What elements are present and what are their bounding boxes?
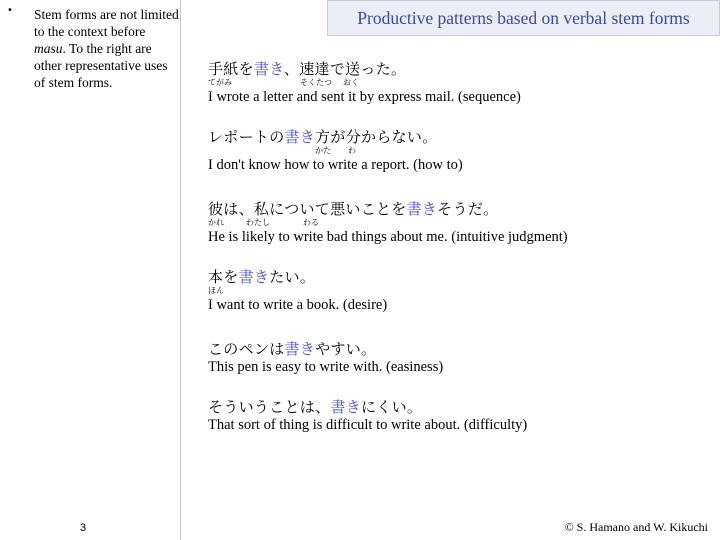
- furigana-reading: そくたつ: [300, 78, 332, 87]
- furigana-row: [208, 286, 387, 296]
- example-4: [208, 268, 387, 314]
- furigana-reading: わたし: [246, 218, 270, 227]
- stem-form-highlight: 書き: [406, 200, 438, 218]
- japanese-text-segment: 本を: [208, 268, 239, 286]
- column-divider: [180, 0, 181, 540]
- japanese-sentence: [208, 128, 463, 146]
- japanese-text-segment: そうだ。: [437, 200, 499, 218]
- furigana-row: [208, 146, 463, 156]
- bullet-marker: •: [7, 5, 13, 16]
- japanese-text-segment: 彼は、私について悪いことを: [208, 200, 407, 218]
- japanese-text-segment: やすい。: [315, 340, 377, 358]
- japanese-text-segment: そういうことは、: [208, 398, 331, 416]
- furigana-reading: かれ: [208, 218, 224, 227]
- example-6: [208, 398, 527, 434]
- furigana-reading: わ: [348, 146, 356, 155]
- japanese-sentence: [208, 268, 387, 286]
- furigana-reading: わる: [303, 218, 319, 227]
- japanese-text-segment: たい。: [269, 268, 316, 286]
- slide-title: Productive patterns based on verbal stem forms: [357, 8, 690, 28]
- side-note-text-before: Stem forms are not limited to the context before: [34, 7, 179, 39]
- stem-form-highlight: 書き: [284, 128, 316, 146]
- stem-form-highlight: 書き: [238, 268, 270, 286]
- furigana-reading: てがみ: [208, 78, 232, 87]
- stem-form-highlight: 書き: [284, 340, 316, 358]
- english-translation: I want to write a book. (desire): [208, 297, 388, 313]
- slide-title-box: [327, 0, 720, 36]
- furigana-reading: おく: [343, 78, 359, 87]
- japanese-sentence: [208, 398, 527, 416]
- stem-form-highlight: 書き: [330, 398, 362, 416]
- side-note: [34, 6, 179, 91]
- stem-form-highlight: 書き: [253, 60, 284, 78]
- japanese-text-segment: 、速達で送った。: [283, 60, 407, 78]
- furigana-row: [208, 218, 568, 228]
- furigana-reading: かた: [315, 146, 331, 155]
- japanese-text-segment: にくい。: [361, 398, 423, 416]
- page-number: 3: [80, 522, 87, 534]
- side-note-text-after: . To the right are other representative uses of stem forms.: [34, 41, 168, 90]
- english-translation: He is likely to write bad things about me. (intuitive judgment): [208, 229, 568, 245]
- japanese-sentence: [208, 200, 568, 218]
- example-5: [208, 340, 443, 376]
- english-translation: That sort of thing is difficult to write about. (difficulty): [208, 417, 528, 433]
- japanese-text-segment: 方が分からない。: [315, 128, 438, 146]
- japanese-sentence: [208, 60, 521, 78]
- example-1: [208, 60, 521, 106]
- english-translation: This pen is easy to write with. (easiness): [208, 359, 444, 375]
- example-2: [208, 128, 463, 174]
- example-3: [208, 200, 568, 246]
- japanese-text-segment: このペンは: [208, 340, 285, 358]
- furigana-row: [208, 78, 521, 88]
- copyright: © S. Hamano and W. Kikuchi: [564, 520, 708, 534]
- japanese-text-segment: 手紙を: [208, 60, 254, 78]
- english-translation: I don't know how to write a report. (how to): [208, 157, 463, 173]
- japanese-sentence: [208, 340, 443, 358]
- furigana-reading: ほん: [208, 286, 224, 295]
- english-translation: I wrote a letter and sent it by express mail. (sequence): [208, 89, 521, 105]
- side-note-emphasis: masu: [34, 41, 63, 56]
- japanese-text-segment: レポートの: [208, 128, 285, 146]
